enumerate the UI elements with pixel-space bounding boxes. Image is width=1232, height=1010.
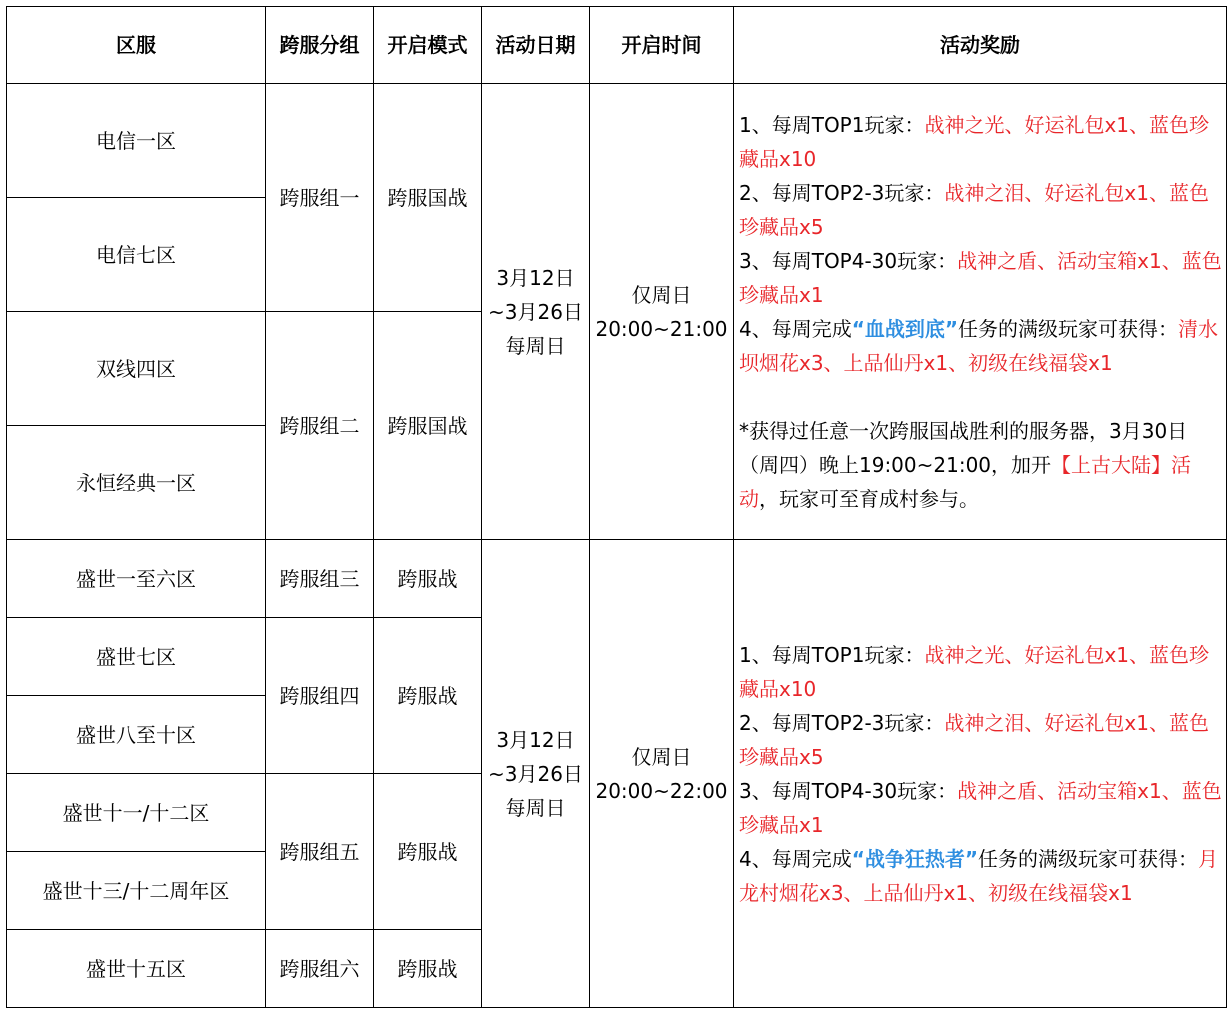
group-cell: 跨服组四 bbox=[266, 618, 374, 774]
reward-item bbox=[739, 842, 1222, 910]
header-date: 活动日期 bbox=[482, 7, 590, 84]
reward-item bbox=[739, 638, 1222, 706]
mode-cell: 跨服国战 bbox=[374, 312, 482, 540]
reward-item bbox=[739, 244, 1222, 312]
time-line: 仅周日 bbox=[631, 282, 692, 307]
group-cell: 跨服组一 bbox=[266, 84, 374, 312]
reward-text: 任务的满级玩家可获得： bbox=[978, 846, 1199, 871]
time-cell bbox=[590, 84, 734, 540]
table-row bbox=[7, 540, 1227, 618]
reward-item bbox=[739, 774, 1222, 842]
header-group: 跨服分组 bbox=[266, 7, 374, 84]
reward-text: 3、每周TOP4-30玩家： bbox=[739, 778, 958, 803]
reward-highlight: 战神之泪、好运礼包x1、蓝色珍藏品x5 bbox=[739, 180, 1209, 239]
time-line: 仅周日 bbox=[631, 744, 692, 769]
server-cell: 电信七区 bbox=[7, 198, 266, 312]
reward-item bbox=[739, 706, 1222, 774]
server-cell: 盛世八至十区 bbox=[7, 696, 266, 774]
server-cell: 盛世七区 bbox=[7, 618, 266, 696]
server-cell: 盛世十三/十二周年区 bbox=[7, 852, 266, 930]
time-line: 20:00~22:00 bbox=[595, 778, 728, 803]
header-server: 区服 bbox=[7, 7, 266, 84]
mode-cell: 跨服战 bbox=[374, 930, 482, 1008]
mode-cell: 跨服国战 bbox=[374, 84, 482, 312]
reward-highlight: 战神之光、好运礼包x1、蓝色珍藏品x10 bbox=[739, 112, 1210, 171]
reward-text: 2、每周TOP2-3玩家： bbox=[739, 180, 945, 205]
reward-text: 3、每周TOP4-30玩家： bbox=[739, 248, 958, 273]
reward-highlight: 战神之盾、活动宝箱x1、蓝色珍藏品x1 bbox=[739, 248, 1222, 307]
reward-highlight: 战神之盾、活动宝箱x1、蓝色珍藏品x1 bbox=[739, 778, 1222, 837]
task-name: “战争狂热者” bbox=[851, 846, 979, 871]
reward-highlight: 月龙村烟花x3、上品仙丹x1、初级在线福袋x1 bbox=[739, 846, 1219, 905]
date-cell bbox=[482, 540, 590, 1008]
mode-cell: 跨服战 bbox=[374, 540, 482, 618]
reward-note bbox=[739, 414, 1222, 516]
reward-highlight: 战神之光、好运礼包x1、蓝色珍藏品x10 bbox=[739, 642, 1210, 701]
date-line: ~3月26日 bbox=[488, 761, 583, 786]
header-mode: 开启模式 bbox=[374, 7, 482, 84]
reward-highlight: 清水坝烟花x3、上品仙丹x1、初级在线福袋x1 bbox=[739, 316, 1219, 375]
server-cell: 盛世一至六区 bbox=[7, 540, 266, 618]
reward-highlight: 【上古大陆】活动 bbox=[739, 452, 1192, 511]
server-cell: 双线四区 bbox=[7, 312, 266, 426]
reward-text: 4、每周完成 bbox=[739, 316, 852, 341]
date-line: ~3月26日 bbox=[488, 299, 583, 324]
reward-text: 1、每周TOP1玩家： bbox=[739, 642, 925, 667]
server-cell: 电信一区 bbox=[7, 84, 266, 198]
date-line: 3月12日 bbox=[496, 265, 575, 290]
server-cell: 盛世十五区 bbox=[7, 930, 266, 1008]
spacer bbox=[739, 380, 1222, 414]
mode-cell: 跨服战 bbox=[374, 774, 482, 930]
server-cell: 永恒经典一区 bbox=[7, 426, 266, 540]
reward-item bbox=[739, 312, 1222, 380]
date-line: 3月12日 bbox=[496, 727, 575, 752]
group-cell: 跨服组三 bbox=[266, 540, 374, 618]
reward-text: 2、每周TOP2-3玩家： bbox=[739, 710, 945, 735]
reward-cell bbox=[734, 84, 1227, 540]
reward-text: 4、每周完成 bbox=[739, 846, 852, 871]
header-row bbox=[7, 7, 1227, 84]
mode-cell: 跨服战 bbox=[374, 618, 482, 774]
reward-text: 任务的满级玩家可获得： bbox=[958, 316, 1179, 341]
reward-item bbox=[739, 108, 1222, 176]
table-row bbox=[7, 84, 1227, 198]
date-line: 每周日 bbox=[505, 795, 566, 820]
time-cell bbox=[590, 540, 734, 1008]
date-line: 每周日 bbox=[505, 333, 566, 358]
time-line: 20:00~21:00 bbox=[595, 316, 728, 341]
header-reward: 活动奖励 bbox=[734, 7, 1227, 84]
server-cell: 盛世十一/十二区 bbox=[7, 774, 266, 852]
reward-text: ，玩家可至育成村参与。 bbox=[759, 486, 979, 511]
group-cell: 跨服组二 bbox=[266, 312, 374, 540]
header-time: 开启时间 bbox=[590, 7, 734, 84]
date-cell bbox=[482, 84, 590, 540]
reward-highlight: 战神之泪、好运礼包x1、蓝色珍藏品x5 bbox=[739, 710, 1209, 769]
reward-item bbox=[739, 176, 1222, 244]
task-name: “血战到底” bbox=[851, 316, 959, 341]
reward-text: *获得过任意一次跨服国战胜利的服务器，3月30日（周四）晚上19:00~21:00，加开 bbox=[739, 418, 1188, 477]
reward-cell bbox=[734, 540, 1227, 1008]
group-cell: 跨服组六 bbox=[266, 930, 374, 1008]
event-schedule-table bbox=[6, 6, 1227, 1008]
group-cell: 跨服组五 bbox=[266, 774, 374, 930]
reward-text: 1、每周TOP1玩家： bbox=[739, 112, 925, 137]
